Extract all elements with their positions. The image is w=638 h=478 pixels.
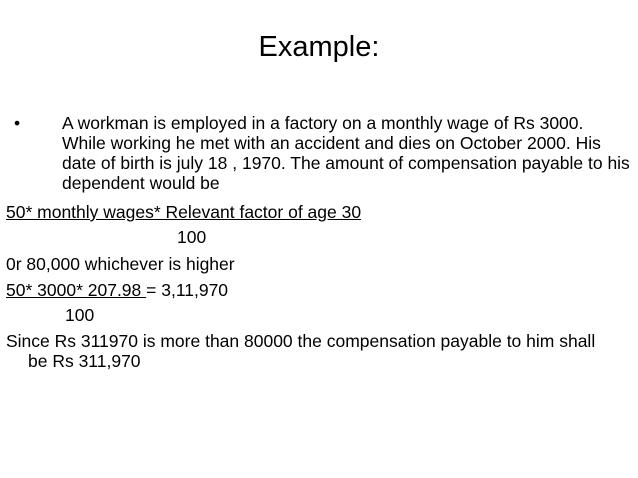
formula-divisor: 100 [177,227,207,247]
problem-statement: A workman is employed in a factory on a monthly wage of Rs 3000. While working he met with an accident and dies on October 2000. His date of birth is july 18 , 1970. The amount of compensation payable to his dependent would be [62,113,630,193]
formula-line: 50* monthly wages* Relevant factor of age 30 [6,202,362,222]
calculation-line [6,280,228,300]
alternative-line: 0r 80,000 whichever is higher [6,254,235,274]
slide-title: Example: [258,31,380,63]
calculation-expression: 50* 3000* 207.98 [6,280,147,300]
conclusion-text: Since Rs 311970 is more than 80000 the compensation payable to him shall be Rs 311,970 [6,331,596,371]
calculation-result: = 3,11,970 [146,280,229,300]
calculation-divisor: 100 [65,305,95,325]
bullet-marker: • [14,113,21,133]
